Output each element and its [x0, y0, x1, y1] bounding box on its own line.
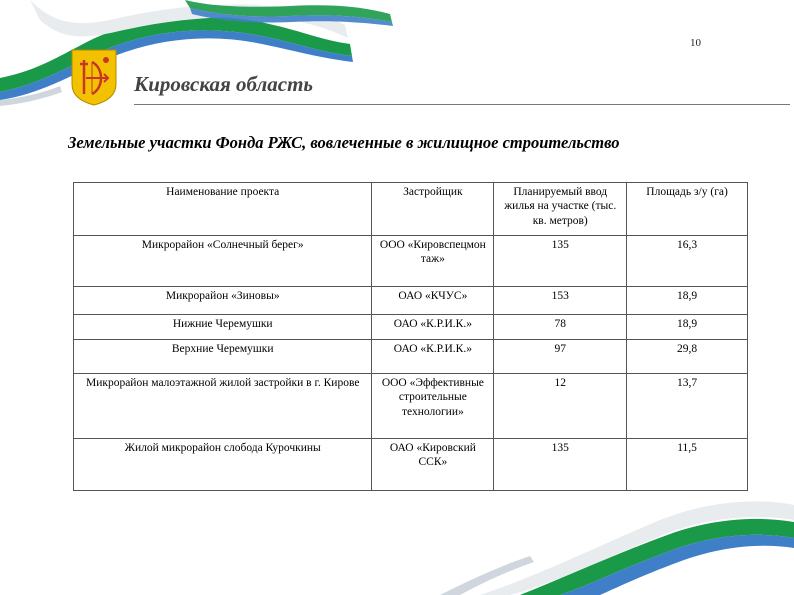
header-planned: Планируемый ввод жилья на участке (тыс. кв. метров) [494, 183, 627, 236]
table-row [74, 236, 748, 287]
kirov-coat-of-arms-icon [70, 48, 118, 106]
header-developer: Застройщик [372, 183, 494, 236]
cell-area: 16,3 [627, 236, 748, 287]
header-area: Площадь з/у (га) [627, 183, 748, 236]
table-row [74, 340, 748, 374]
cell-developer: ОАО «К.Р.И.К.» [372, 340, 494, 374]
cell-planned: 12 [494, 374, 627, 439]
cell-project: Верхние Черемушки [74, 340, 372, 374]
cell-developer: ОАО «Кировский ССК» [372, 439, 494, 491]
cell-developer: ОАО «КЧУС» [372, 287, 494, 315]
land-plots-table [73, 182, 748, 491]
cell-planned: 135 [494, 236, 627, 287]
title-divider [134, 104, 790, 105]
cell-project: Микрорайон малоэтажной жилой застройки в г. Кирове [74, 374, 372, 439]
cell-area: 13,7 [627, 374, 748, 439]
table-row [74, 315, 748, 340]
cell-planned: 78 [494, 315, 627, 340]
cell-developer: ООО «Кировспецмон таж» [372, 236, 494, 287]
cell-project: Жилой микрорайон слобода Курочкины [74, 439, 372, 491]
cell-project: Микрорайон «Зиновы» [74, 287, 372, 315]
table-header-row [74, 183, 748, 236]
header-project: Наименование проекта [74, 183, 372, 236]
cell-planned: 135 [494, 439, 627, 491]
cell-planned: 153 [494, 287, 627, 315]
table-row [74, 439, 748, 491]
slide-heading: Земельные участки Фонда РЖС, вовлеченные в жилищное строительство [68, 133, 620, 152]
cell-area: 29,8 [627, 340, 748, 374]
table-row [74, 374, 748, 439]
cell-project: Микрорайон «Солнечный берег» [74, 236, 372, 287]
table-row [74, 287, 748, 315]
cell-area: 18,9 [627, 287, 748, 315]
bottom-ribbon [440, 501, 794, 595]
cell-developer: ОАО «К.Р.И.К.» [372, 315, 494, 340]
cell-area: 18,9 [627, 315, 748, 340]
cell-area: 11,5 [627, 439, 748, 491]
cell-planned: 97 [494, 340, 627, 374]
region-title: Кировская область [134, 72, 314, 96]
cell-project: Нижние Черемушки [74, 315, 372, 340]
cell-developer: ООО «Эффективные строительные технологии» [372, 374, 494, 439]
page-number: 10 [690, 37, 701, 49]
